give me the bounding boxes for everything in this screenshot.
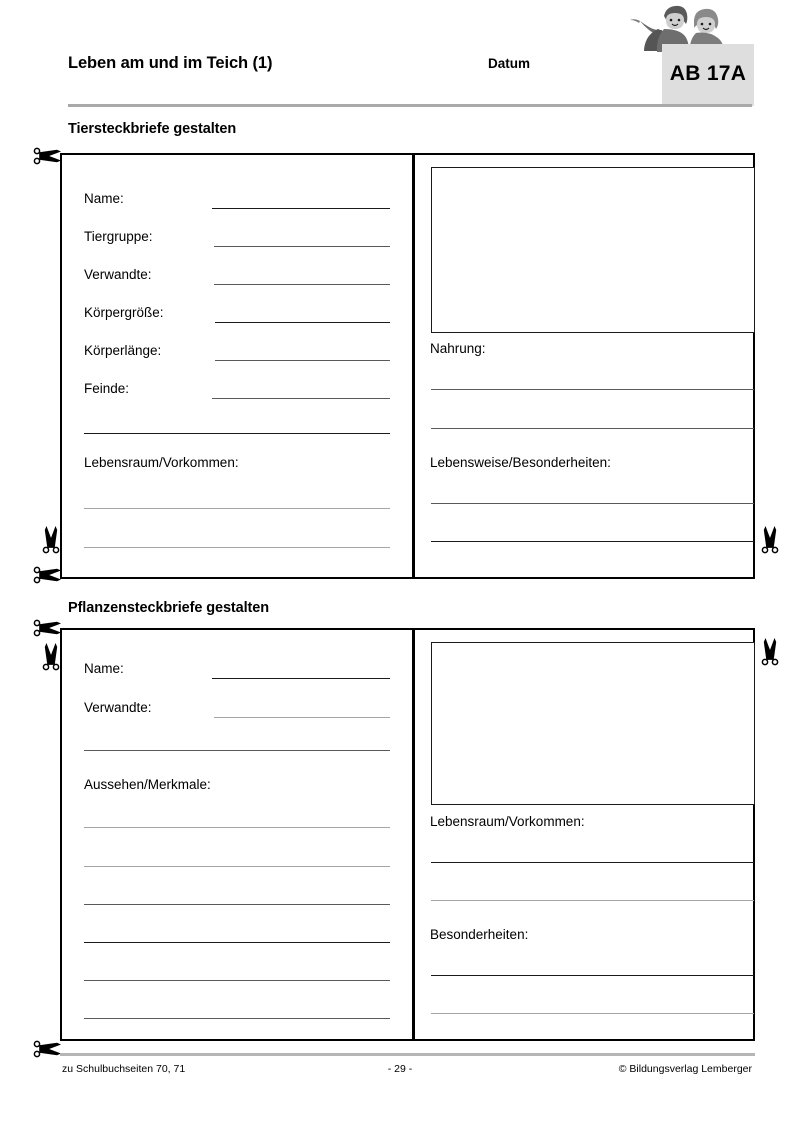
- write-rule[interactable]: [431, 541, 754, 542]
- write-rule[interactable]: [84, 942, 390, 943]
- date-label: Datum: [488, 56, 531, 71]
- drawing-frame[interactable]: [431, 642, 755, 805]
- field-rule-koerpergroesse[interactable]: [215, 322, 390, 323]
- field-label-verwandte: Verwandte:: [84, 267, 152, 282]
- field-label-feinde: Feinde:: [84, 381, 130, 396]
- field-row-feinde: [84, 379, 390, 399]
- field-row-name: [84, 659, 390, 679]
- write-rule[interactable]: [84, 980, 390, 981]
- section-heading-animals: Tiersteckbriefe gestalten: [68, 121, 237, 137]
- write-rule[interactable]: [431, 862, 754, 863]
- scissors-cut-icon: [33, 618, 63, 638]
- write-rule[interactable]: [431, 428, 754, 429]
- scissors-cut-icon-vertical: [760, 524, 780, 554]
- field-row-koerpergroesse: [84, 303, 390, 323]
- write-rule[interactable]: [431, 503, 754, 504]
- field-row-tiergruppe: [84, 227, 390, 247]
- field-row-koerperlaenge: [84, 341, 390, 361]
- field-rule-verwandte[interactable]: [214, 284, 390, 285]
- field-label-name: Name:: [84, 191, 124, 206]
- block-label-lebensweise: Lebensweise/Besonderheiten:: [430, 455, 611, 470]
- block-label-lebensraum: Lebensraum/Vorkommen:: [84, 455, 239, 470]
- field-rule-feinde[interactable]: [212, 398, 390, 399]
- page-number: - 29 -: [387, 1063, 413, 1075]
- section-heading-plants: Pflanzensteckbriefe gestalten: [68, 600, 269, 616]
- animal-profile-card: [60, 153, 755, 579]
- write-rule[interactable]: [431, 975, 754, 976]
- write-rule[interactable]: [431, 900, 754, 901]
- scissors-cut-icon: [33, 146, 63, 166]
- animal-card-left-column: [62, 155, 412, 577]
- write-rule[interactable]: [84, 904, 390, 905]
- field-rule-name[interactable]: [212, 208, 390, 209]
- plant-card-right-column: [414, 630, 753, 1039]
- page-title: Leben am und im Teich (1): [68, 54, 273, 72]
- scissors-cut-icon-vertical: [41, 524, 61, 554]
- field-row-verwandte: [84, 265, 390, 285]
- scissors-cut-icon: [33, 1039, 63, 1059]
- animal-card-right-column: [414, 155, 753, 577]
- footer-source-reference: zu Schulbuchseiten 70, 71: [62, 1063, 186, 1075]
- block-label-nahrung: Nahrung:: [430, 341, 486, 356]
- write-rule[interactable]: [84, 1018, 390, 1019]
- write-rule[interactable]: [431, 389, 754, 390]
- field-label-koerpergroesse: Körpergröße:: [84, 305, 164, 320]
- field-rule-name[interactable]: [212, 678, 390, 679]
- header-divider: [68, 104, 752, 107]
- write-rule[interactable]: [84, 827, 390, 828]
- field-row-name: [84, 189, 390, 209]
- scissors-cut-icon-vertical: [760, 636, 780, 666]
- plant-card-left-column: [62, 630, 412, 1039]
- field-rule-koerperlaenge[interactable]: [215, 360, 390, 361]
- field-label-koerperlaenge: Körperlänge:: [84, 343, 162, 358]
- worksheet-badge-label: AB 17A: [669, 62, 747, 85]
- block-label-besonderheiten: Besonderheiten:: [430, 927, 529, 942]
- drawing-frame[interactable]: [431, 167, 755, 333]
- footer-copyright: © Bildungsverlag Lemberger: [618, 1063, 752, 1075]
- block-label-aussehen: Aussehen/Merkmale:: [84, 777, 211, 792]
- page-header: [0, 0, 800, 115]
- footer-divider: [60, 1053, 755, 1056]
- field-label-tiergruppe: Tiergruppe:: [84, 229, 153, 244]
- plant-profile-card: [60, 628, 755, 1041]
- field-rule-verwandte[interactable]: [214, 717, 390, 718]
- write-rule[interactable]: [84, 866, 390, 867]
- field-label-verwandte: Verwandte:: [84, 700, 152, 715]
- write-rule[interactable]: [84, 433, 390, 434]
- write-rule[interactable]: [84, 750, 390, 751]
- field-rule-tiergruppe[interactable]: [214, 246, 390, 247]
- write-rule[interactable]: [84, 547, 390, 548]
- write-rule[interactable]: [84, 508, 390, 509]
- write-rule[interactable]: [431, 1013, 754, 1014]
- field-label-name: Name:: [84, 661, 124, 676]
- scissors-cut-icon-vertical: [41, 641, 61, 671]
- block-label-lebensraum: Lebensraum/Vorkommen:: [430, 814, 585, 829]
- field-row-verwandte: [84, 698, 390, 718]
- scissors-cut-icon: [33, 565, 63, 585]
